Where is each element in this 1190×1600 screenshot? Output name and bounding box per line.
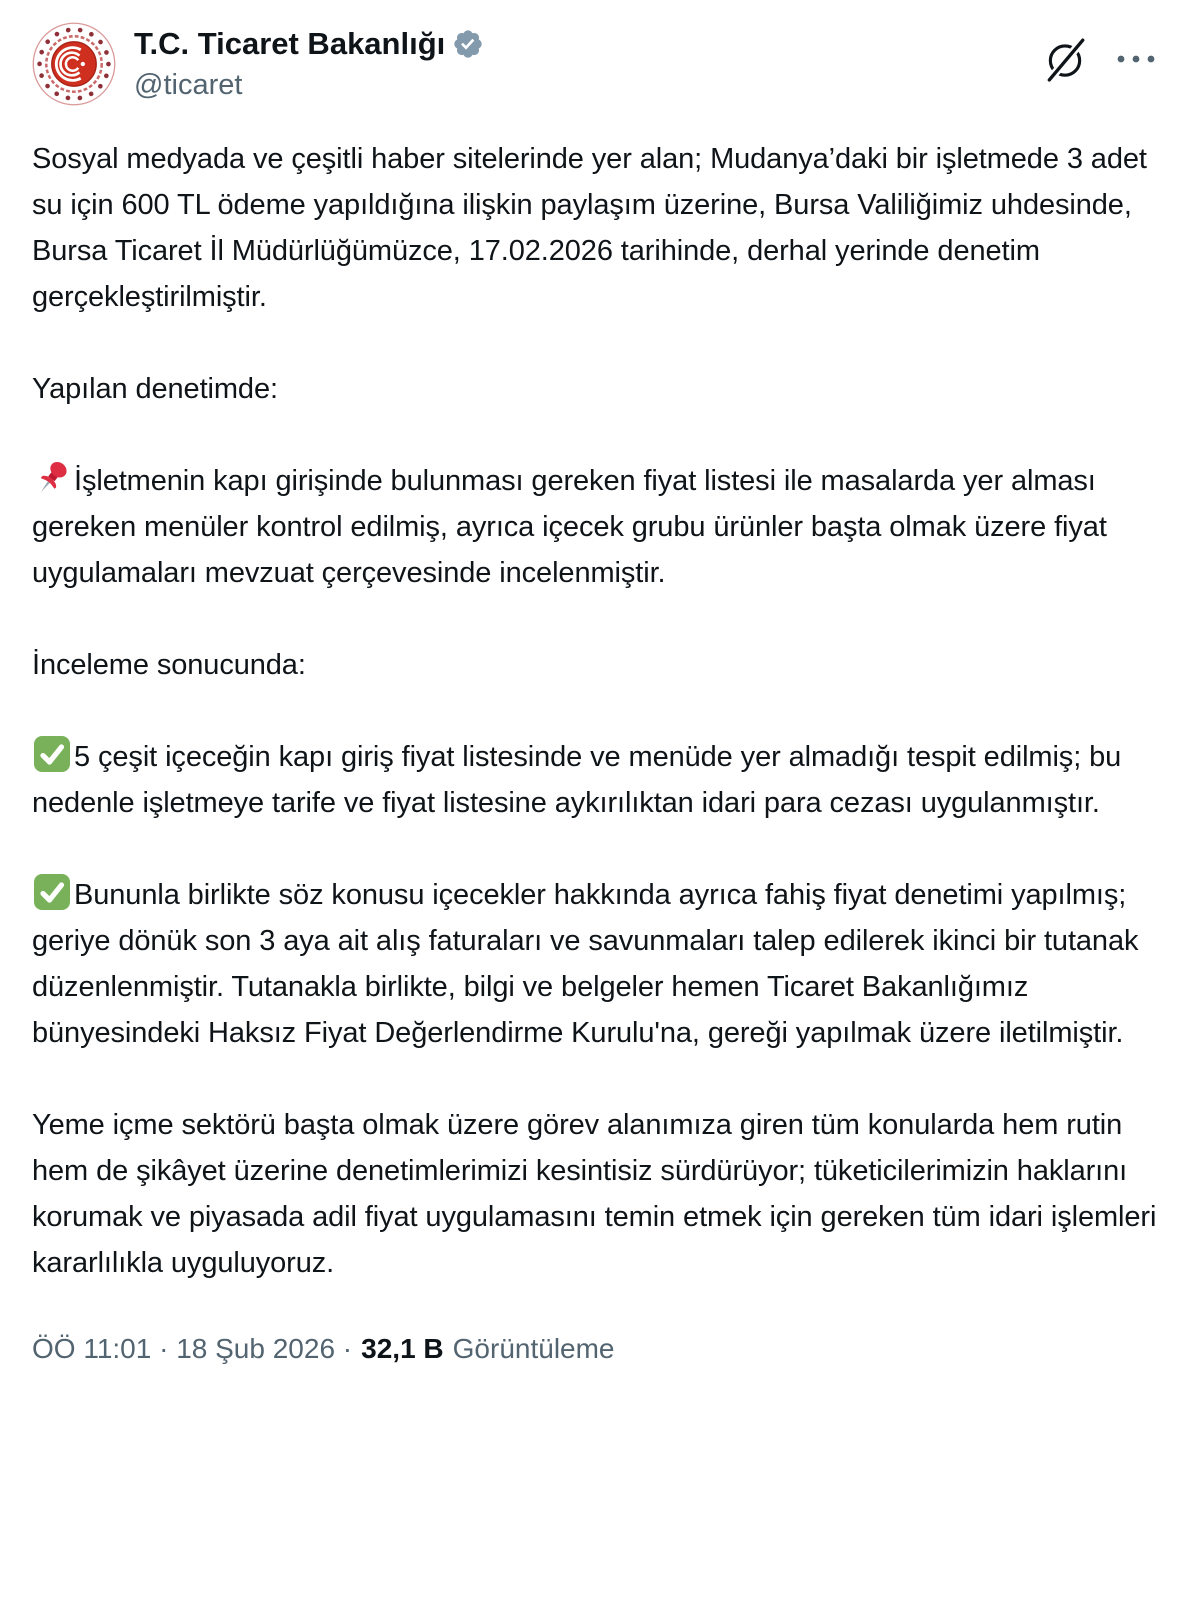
grok-button[interactable] — [1042, 36, 1088, 82]
avatar[interactable] — [32, 22, 116, 106]
verified-badge-icon — [452, 28, 484, 60]
pushpin-emoji-icon — [32, 458, 72, 498]
tweet-text-body — [32, 136, 1165, 1286]
tweet-paragraph: Yapılan denetimde: — [32, 373, 278, 405]
account-display-name[interactable]: T.C. Ticaret Bakanlığı — [134, 26, 446, 61]
tweet-header — [32, 22, 1158, 106]
views-label: Görüntüleme — [452, 1333, 615, 1364]
check-mark-emoji-icon — [32, 734, 72, 774]
tweet-metadata — [32, 1332, 1158, 1366]
tweet-paragraph: İşletmenin kapı girişinde bulunması gereken fiyat listesi ile masalarda yer alması gereken menüler kontrol edilmiş, ayrıca içecek grubu ürünler başta olmak üzere fiyat uygulamaları mevzuat çerçevesinde incelenmiştir. — [32, 458, 1158, 596]
account-identity — [134, 22, 484, 103]
views-count[interactable]: 32,1 B — [361, 1333, 444, 1364]
tweet-paragraph: Yeme içme sektörü başta olmak üzere görev alanımıza giren tüm konularda hem rutin hem de şikâyet üzerine denetimlerimizi kesintisiz sürdürüyor; tüketicilerimizin haklarını korumak ve piyasada adil fiyat uygulamasını temin etmek için gereken tüm idari işlemleri kararlılıkla uyguluyoruz. — [32, 1109, 1165, 1279]
tweet-paragraph: İnceleme sonucunda: — [32, 649, 306, 681]
account-handle[interactable]: @ticaret — [134, 69, 243, 101]
more-button[interactable] — [1116, 52, 1158, 66]
grok-icon — [1042, 36, 1088, 82]
tweet-paragraph: 5 çeşit içeceğin kapı giriş fiyat listesinde ve menüde yer almadığı tespit edilmiş; bu nedenle işletmeye tarife ve fiyat listesine aykırılıktan idari para cezası uygulanmıştır. — [32, 734, 1158, 826]
tweet-paragraph: Bununla birlikte söz konusu içecekler hakkında ayrıca fahiş fiyat denetimi yapılmış; geriye dönük son 3 aya ait alış faturaları ve savunmaları talep edilerek ikinci bir tutanak düzenlenmiştir. Tutanakla birlikte, bilgi ve belgeler hemen Ticaret Bakanlığımız bünyesindeki Haksız Fiyat Değerlendirme Kurulu'na, gereği yapılmak üzere iletilmiştir. — [32, 872, 1158, 1056]
check-mark-emoji-icon — [32, 872, 72, 912]
timestamp: ÖÖ 11:01 · 18 Şub 2026 · — [32, 1333, 353, 1364]
ellipsis-icon — [1116, 52, 1158, 66]
header-actions — [1042, 22, 1158, 82]
ministry-of-trade-logo-icon — [32, 22, 116, 106]
tweet-paragraph: Sosyal medyada ve çeşitli haber sitelerinde yer alan; Mudanya’daki bir işletmede 3 adet su için 600 TL ödeme yapıldığına ilişkin paylaşım üzerine, Bursa Valiliğimiz uhdesinde, Bursa Ticaret İl Müdürlüğümüzce, 17.02.2026 tarihinde, derhal yerinde denetim gerçekleştirilmiştir. — [32, 143, 1155, 313]
